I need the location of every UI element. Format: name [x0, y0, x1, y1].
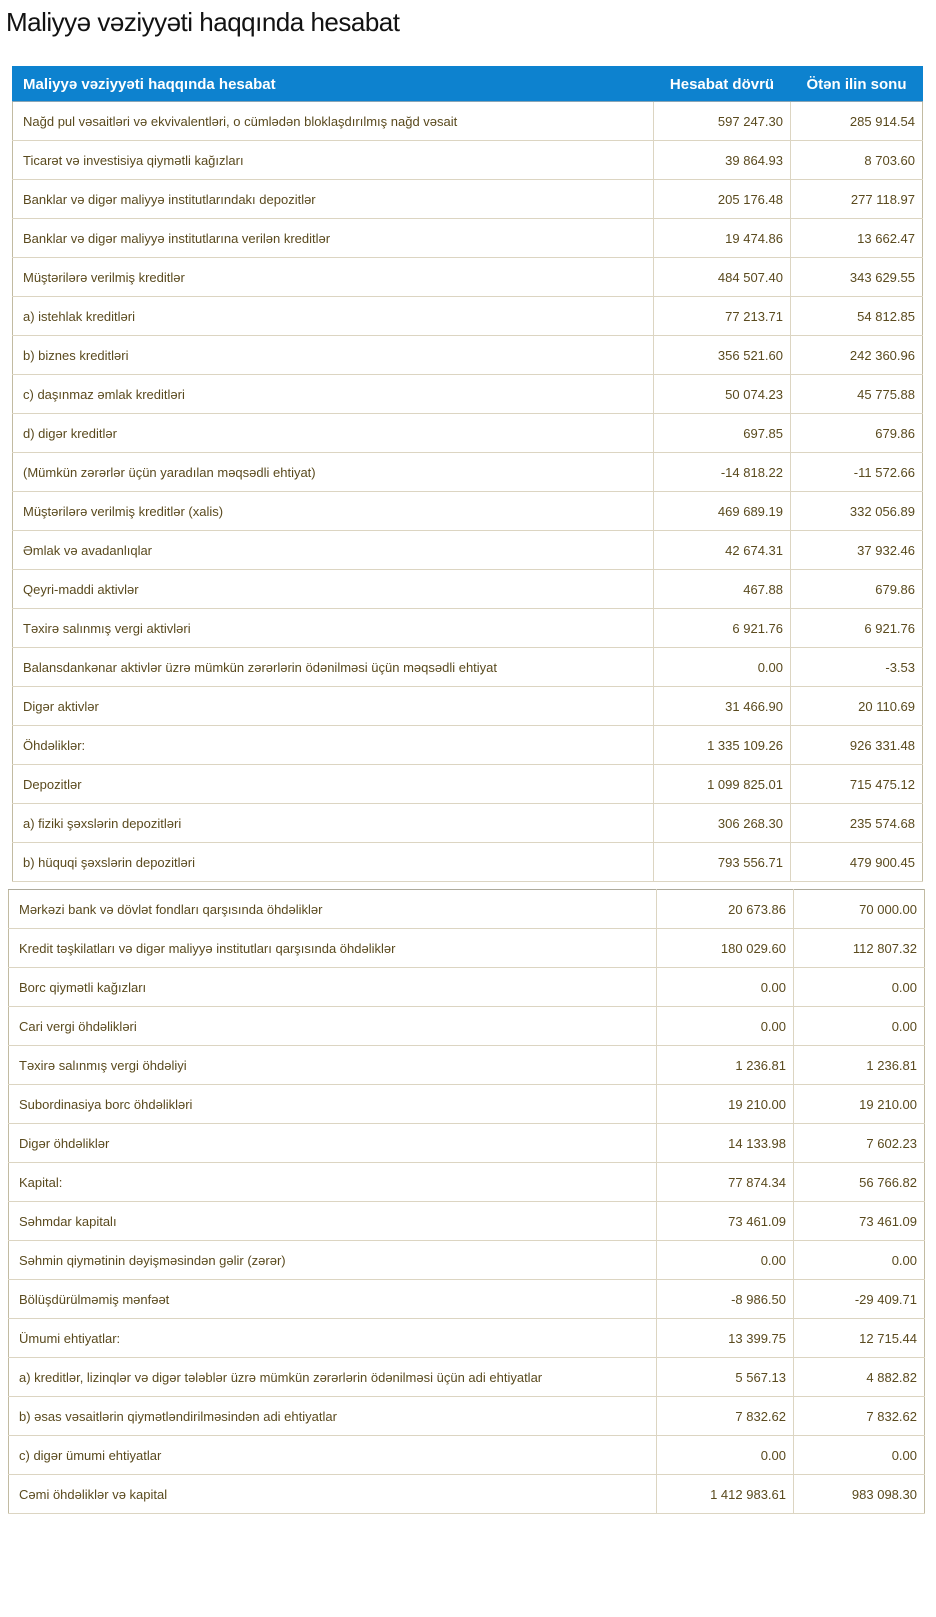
table-row — [9, 968, 925, 1007]
row-value-previous-year: 679.86 — [791, 414, 923, 453]
table-row — [13, 336, 923, 375]
row-label: b) əsas vəsaitlərin qiymətləndirilməsindən adi ehtiyatlar — [9, 1397, 657, 1436]
row-value-previous-year: 19 210.00 — [794, 1085, 925, 1124]
table-row — [9, 1202, 925, 1241]
table-row — [13, 531, 923, 570]
row-value-current-period: 467.88 — [654, 570, 791, 609]
table-row — [9, 1475, 925, 1514]
row-value-current-period: 205 176.48 — [654, 180, 791, 219]
table-row — [13, 414, 923, 453]
row-label: Depozitlər — [13, 765, 654, 804]
row-value-previous-year: 20 110.69 — [791, 687, 923, 726]
row-value-previous-year: 73 461.09 — [794, 1202, 925, 1241]
table-row — [9, 929, 925, 968]
row-label: c) daşınmaz əmlak kreditləri — [13, 375, 654, 414]
row-value-current-period: 77 874.34 — [657, 1163, 794, 1202]
table-row — [13, 141, 923, 180]
table-row — [13, 375, 923, 414]
table-row — [9, 1124, 925, 1163]
table-row — [13, 726, 923, 765]
row-label: d) digər kreditlər — [13, 414, 654, 453]
table-row — [9, 1085, 925, 1124]
row-value-current-period: 306 268.30 — [654, 804, 791, 843]
row-label: Təxirə salınmış vergi aktivləri — [13, 609, 654, 648]
row-label: Kapital: — [9, 1163, 657, 1202]
row-label: Öhdəliklər: — [13, 726, 654, 765]
row-label: (Mümkün zərərlər üçün yaradılan məqsədli ehtiyat) — [13, 453, 654, 492]
row-value-previous-year: 1 236.81 — [794, 1046, 925, 1085]
row-value-previous-year: 715 475.12 — [791, 765, 923, 804]
row-label: a) istehlak kreditləri — [13, 297, 654, 336]
table-row — [13, 492, 923, 531]
row-label: Subordinasiya borc öhdəlikləri — [9, 1085, 657, 1124]
row-value-previous-year: 7 832.62 — [794, 1397, 925, 1436]
row-value-current-period: 39 864.93 — [654, 141, 791, 180]
row-value-current-period: 19 474.86 — [654, 219, 791, 258]
table-row — [13, 219, 923, 258]
table-row — [9, 1007, 925, 1046]
row-label: Cəmi öhdəliklər və kapital — [9, 1475, 657, 1514]
row-value-previous-year: 8 703.60 — [791, 141, 923, 180]
row-value-current-period: 0.00 — [654, 648, 791, 687]
row-value-current-period: 50 074.23 — [654, 375, 791, 414]
row-label: Ümumi ehtiyatlar: — [9, 1319, 657, 1358]
table-row — [13, 609, 923, 648]
table-row — [13, 570, 923, 609]
row-value-previous-year: 0.00 — [794, 1436, 925, 1475]
row-value-previous-year: 277 118.97 — [791, 180, 923, 219]
table-row — [13, 453, 923, 492]
row-value-current-period: 1 335 109.26 — [654, 726, 791, 765]
row-value-previous-year: 285 914.54 — [791, 102, 923, 141]
table-row — [9, 1358, 925, 1397]
table-row — [13, 843, 923, 882]
row-value-current-period: 1 412 983.61 — [657, 1475, 794, 1514]
row-label: Balansdankənar aktivlər üzrə mümkün zərərlərin ödənilməsi üçün məqsədli ehtiyat — [13, 648, 654, 687]
row-label: c) digər ümumi ehtiyatlar — [9, 1436, 657, 1475]
row-value-current-period: 793 556.71 — [654, 843, 791, 882]
row-value-previous-year: 0.00 — [794, 968, 925, 1007]
table-row — [13, 804, 923, 843]
row-label: Borc qiymətli kağızları — [9, 968, 657, 1007]
row-value-current-period: 77 213.71 — [654, 297, 791, 336]
row-label: Bölüşdürülməmiş mənfəət — [9, 1280, 657, 1319]
row-label: Müştərilərə verilmiş kreditlər (xalis) — [13, 492, 654, 531]
row-value-current-period: 697.85 — [654, 414, 791, 453]
row-label: Banklar və digər maliyyə institutlarındakı depozitlər — [13, 180, 654, 219]
row-value-previous-year: -3.53 — [791, 648, 923, 687]
row-value-previous-year: 343 629.55 — [791, 258, 923, 297]
financial-statement-page — [0, 7, 936, 1617]
row-value-previous-year: -11 572.66 — [791, 453, 923, 492]
row-value-previous-year: 332 056.89 — [791, 492, 923, 531]
row-value-current-period: 180 029.60 — [657, 929, 794, 968]
row-label: b) biznes kreditləri — [13, 336, 654, 375]
table-row — [13, 297, 923, 336]
row-label: a) kreditlər, lizinqlər və digər tələblər üzrə mümkün zərərlərin ödənilməsi üçün adi ehtiyatlar — [9, 1358, 657, 1397]
row-value-previous-year: 4 882.82 — [794, 1358, 925, 1397]
row-value-previous-year: 242 360.96 — [791, 336, 923, 375]
row-value-previous-year: 56 766.82 — [794, 1163, 925, 1202]
row-value-current-period: 14 133.98 — [657, 1124, 794, 1163]
row-value-previous-year: 926 331.48 — [791, 726, 923, 765]
table-row — [9, 1319, 925, 1358]
row-value-current-period: 13 399.75 — [657, 1319, 794, 1358]
row-value-current-period: 484 507.40 — [654, 258, 791, 297]
row-value-previous-year: 0.00 — [794, 1241, 925, 1280]
row-value-current-period: 0.00 — [657, 1436, 794, 1475]
row-value-current-period: 597 247.30 — [654, 102, 791, 141]
row-value-current-period: 469 689.19 — [654, 492, 791, 531]
table-row — [13, 765, 923, 804]
row-label: Ticarət və investisiya qiymətli kağızları — [13, 141, 654, 180]
header-previous-year-cell: Ötən ilin sonu — [791, 67, 923, 102]
row-value-previous-year: 479 900.45 — [791, 843, 923, 882]
row-value-current-period: 6 921.76 — [654, 609, 791, 648]
row-label: Nağd pul vəsaitləri və ekvivalentləri, o cümlədən bloklaşdırılmış nağd vəsait — [13, 102, 654, 141]
row-label: Qeyri-maddi aktivlər — [13, 570, 654, 609]
row-label: Təxirə salınmış vergi öhdəliyi — [9, 1046, 657, 1085]
table-row — [9, 1163, 925, 1202]
header-statement-title-cell: Maliyyə vəziyyəti haqqında hesabat — [13, 67, 654, 102]
row-value-current-period: 20 673.86 — [657, 890, 794, 929]
table-row — [9, 890, 925, 929]
row-value-current-period: 0.00 — [657, 1241, 794, 1280]
table-row — [9, 1397, 925, 1436]
liabilities-and-capital-rows — [9, 890, 925, 1514]
table-row — [9, 1436, 925, 1475]
row-value-previous-year: 983 098.30 — [794, 1475, 925, 1514]
row-value-previous-year: 679.86 — [791, 570, 923, 609]
row-label: Səhmin qiymətinin dəyişməsindən gəlir (zərər) — [9, 1241, 657, 1280]
row-value-current-period: -8 986.50 — [657, 1280, 794, 1319]
row-value-previous-year: 7 602.23 — [794, 1124, 925, 1163]
header-current-period-cell: Hesabat dövrü — [654, 67, 791, 102]
table-row — [13, 687, 923, 726]
row-value-current-period: -14 818.22 — [654, 453, 791, 492]
table-row — [13, 180, 923, 219]
row-value-current-period: 73 461.09 — [657, 1202, 794, 1241]
row-label: b) hüquqi şəxslərin depozitləri — [13, 843, 654, 882]
table-row — [9, 1280, 925, 1319]
row-label: Kredit təşkilatları və digər maliyyə institutları qarşısında öhdəliklər — [9, 929, 657, 968]
table-row — [13, 258, 923, 297]
row-value-current-period: 7 832.62 — [657, 1397, 794, 1436]
row-value-previous-year: 70 000.00 — [794, 890, 925, 929]
table-row — [9, 1046, 925, 1085]
row-label: Müştərilərə verilmiş kreditlər — [13, 258, 654, 297]
row-value-current-period: 31 466.90 — [654, 687, 791, 726]
financial-position-table-main — [12, 66, 923, 882]
row-value-previous-year: 12 715.44 — [794, 1319, 925, 1358]
table-row — [9, 1241, 925, 1280]
row-value-current-period: 1 236.81 — [657, 1046, 794, 1085]
row-value-current-period: 356 521.60 — [654, 336, 791, 375]
row-label: Cari vergi öhdəlikləri — [9, 1007, 657, 1046]
row-value-previous-year: 54 812.85 — [791, 297, 923, 336]
row-value-previous-year: 0.00 — [794, 1007, 925, 1046]
row-value-current-period: 0.00 — [657, 968, 794, 1007]
row-value-current-period: 5 567.13 — [657, 1358, 794, 1397]
row-label: Digər öhdəliklər — [9, 1124, 657, 1163]
financial-position-table-continued — [8, 889, 925, 1514]
page-title: Maliyyə vəziyyəti haqqında hesabat — [6, 7, 400, 37]
row-value-previous-year: 45 775.88 — [791, 375, 923, 414]
table-row — [13, 648, 923, 687]
row-value-previous-year: 6 921.76 — [791, 609, 923, 648]
row-label: Digər aktivlər — [13, 687, 654, 726]
row-label: Əmlak və avadanlıqlar — [13, 531, 654, 570]
row-label: Mərkəzi bank və dövlət fondları qarşısında öhdəliklər — [9, 890, 657, 929]
row-value-current-period: 1 099 825.01 — [654, 765, 791, 804]
row-value-previous-year: -29 409.71 — [794, 1280, 925, 1319]
table-header-row — [13, 67, 923, 102]
row-label: Səhmdar kapitalı — [9, 1202, 657, 1241]
assets-and-deposits-rows — [13, 102, 923, 882]
row-value-current-period: 42 674.31 — [654, 531, 791, 570]
row-value-previous-year: 112 807.32 — [794, 929, 925, 968]
row-value-previous-year: 37 932.46 — [791, 531, 923, 570]
row-label: Banklar və digər maliyyə institutlarına verilən kreditlər — [13, 219, 654, 258]
row-label: a) fiziki şəxslərin depozitləri — [13, 804, 654, 843]
row-value-previous-year: 13 662.47 — [791, 219, 923, 258]
row-value-current-period: 19 210.00 — [657, 1085, 794, 1124]
row-value-previous-year: 235 574.68 — [791, 804, 923, 843]
row-value-current-period: 0.00 — [657, 1007, 794, 1046]
table-row — [13, 102, 923, 141]
